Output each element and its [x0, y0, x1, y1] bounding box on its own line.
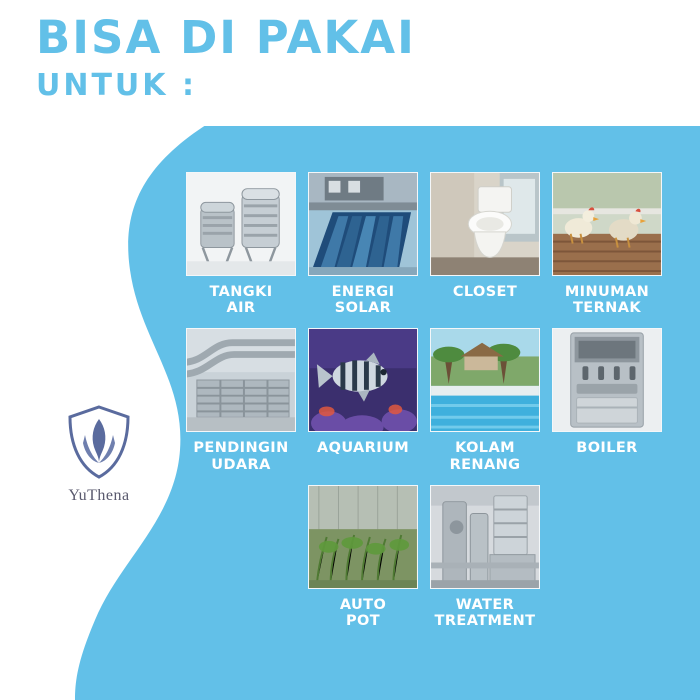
grid-item-aquarium[interactable]: [308, 328, 418, 472]
caption-line: AIR: [226, 300, 256, 317]
usage-grid: [186, 172, 680, 641]
caption-line: TERNAK: [573, 300, 641, 317]
caption-line: AQUARIUM: [316, 440, 410, 457]
caption-line: UDARA: [211, 456, 271, 473]
water-tank-photo: [186, 172, 296, 276]
caption-line: WATER: [455, 596, 515, 613]
caption-line: ENERGI: [331, 284, 395, 300]
grid-item-tangki-air[interactable]: [186, 172, 296, 316]
grid-item-caption: [552, 284, 662, 316]
toilet-photo: [430, 172, 540, 276]
caption-line: KOLAM: [455, 440, 515, 457]
grid-item-caption: [186, 440, 296, 472]
grid-item-caption: [186, 284, 296, 316]
grid-item-minuman-ternak[interactable]: [552, 172, 662, 316]
brand-name: YuThena: [68, 487, 130, 504]
caption-line: TANGKI: [209, 284, 273, 300]
grid-item-caption: [430, 597, 540, 629]
caption-line: BOILER: [576, 440, 638, 457]
swimming-pool-photo: [430, 328, 540, 432]
grid-row: [186, 172, 680, 316]
grid-row: [308, 485, 680, 629]
caption-line: RENANG: [449, 456, 521, 473]
grid-item-caption: [552, 440, 662, 456]
caption-line: SOLAR: [334, 300, 392, 317]
grid-item-caption: [308, 597, 418, 629]
page-subtitle: UNTUK :: [36, 68, 197, 104]
caption-line: TREATMENT: [434, 613, 536, 630]
grid-item-kolam-renang[interactable]: [430, 328, 540, 472]
grid-row: [186, 328, 680, 472]
grid-item-caption: [308, 284, 418, 316]
grid-item-caption: [308, 440, 418, 456]
caption-line: AUTO: [339, 596, 387, 613]
aquarium-fish-photo: [308, 328, 418, 432]
caption-line: CLOSET: [452, 284, 518, 300]
shield-logo-icon: [66, 405, 132, 479]
grid-item-water-treatment[interactable]: [430, 485, 540, 629]
grid-item-caption: [430, 284, 540, 300]
title-block: [36, 11, 676, 104]
grid-item-auto-pot[interactable]: [308, 485, 418, 629]
cooling-tower-photo: [186, 328, 296, 432]
water-treatment-plant-photo: [430, 485, 540, 589]
grid-item-closet[interactable]: [430, 172, 540, 316]
page-title: BISA DI PAKAI: [36, 11, 416, 64]
grid-item-boiler[interactable]: [552, 328, 662, 472]
grid-item-pendingin-udara[interactable]: [186, 328, 296, 472]
caption-line: MINUMAN: [564, 284, 650, 300]
grid-item-energi-solar[interactable]: [308, 172, 418, 316]
solar-panel-photo: [308, 172, 418, 276]
water-dispenser-photo: [552, 328, 662, 432]
caption-line: POT: [345, 613, 381, 630]
caption-line: PENDINGIN: [193, 440, 289, 457]
hydroponic-plants-photo: [308, 485, 418, 589]
grid-item-caption: [430, 440, 540, 472]
brand-block: [44, 405, 154, 505]
poultry-photo: [552, 172, 662, 276]
